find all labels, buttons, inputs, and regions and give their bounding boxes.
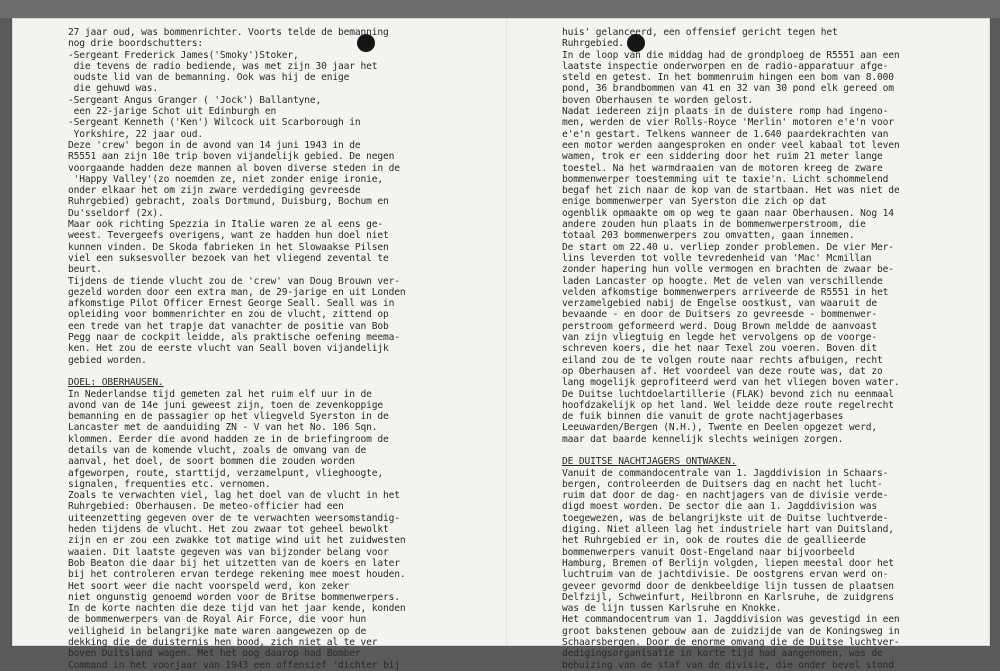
page-fold bbox=[506, 19, 508, 645]
document-page bbox=[12, 18, 990, 671]
text-line: Du'sseldorf (2x). bbox=[68, 207, 164, 219]
text-line: ruim dat door de dag- en nachtjagers van de divisie verde- bbox=[562, 490, 889, 502]
text-line: bommenwerper toestemming uit te taxie'n. Licht schommelend bbox=[562, 173, 889, 185]
text-line: Zoals te verwachten viel, lag het doel van de vlucht in het bbox=[68, 490, 400, 502]
text-line: e'e'n gestart. Telkens wanneer de 1.640 paardekrachten van bbox=[562, 128, 889, 140]
text-line: aanval, het doel, de soort bommen die zouden worden bbox=[68, 456, 355, 468]
text-line: was de lijn tussen Karlsruhe en Knokke. bbox=[562, 603, 782, 615]
text-line: zonder hapering hun volle vermogen en brachten de zwaar be- bbox=[562, 264, 894, 276]
text-line: Hamburg, Bremen of Berlijn volgden, liepen meestal door het bbox=[562, 557, 894, 569]
text-line: diging. Niet alleen lag het industriele hart van Duitsland, bbox=[562, 524, 894, 536]
text-line: bij het controleren ervan terdege rekening mee moest houden. bbox=[68, 569, 406, 581]
text-line: Lancaster met de aanduiding ZN - V van het No. 106 Sqn. bbox=[68, 422, 378, 434]
text-line: die tevens de radio bediende, was met zijn 30 jaar het bbox=[68, 60, 378, 72]
text-line: Bob Beaton die daar bij het uitzetten van de koers en later bbox=[68, 557, 400, 569]
text-line: luchtruim van de jachtdivisie. De oostgrens ervan werd on- bbox=[562, 569, 889, 581]
text-line: pond, 36 brandbommen van 41 en 32 van 30 pond elk gereed om bbox=[562, 83, 894, 95]
text-line: afkomstige Pilot Officer Ernest George Seall. Seall was in bbox=[68, 298, 395, 310]
text-line: heden tijdens de vlucht. Het zou zwaar tot geheel bewolkt bbox=[68, 524, 389, 536]
text-line: Het commandocentrum van 1. Jagddivision was gevestigd in een bbox=[562, 614, 900, 626]
text-line: eiland zou de te volgen route naar rechts afbuigen, recht bbox=[562, 354, 883, 366]
text-line: een motor werden aangesproken en onder veel kabaal tot leven bbox=[562, 139, 900, 151]
text-line: andere zouden hun plaats in de bommenwerperstroom, die bbox=[562, 219, 866, 231]
text-line: op Oberhausen af. Het voordeel van deze route was, dat zo bbox=[562, 365, 883, 377]
text-line: weest. Tevergeefs overigens, want ze hadden hun doel niet bbox=[68, 230, 389, 242]
text-line: enige bommenwerper van Syerston die zich op dat bbox=[562, 196, 827, 208]
text-line: men, werden de vier Rolls-Royce 'Merlin' motoren e'e'n voor bbox=[562, 117, 894, 129]
text-line: steld en getest. In het bommenruim hingen een bom van 8.000 bbox=[562, 72, 894, 84]
text-line: geveer gevormd door de denkbeeldige lijn tussen de plaatsen bbox=[562, 580, 894, 592]
text-line: dedigingsorganisatie in korte tijd had aangenomen, was de bbox=[562, 648, 883, 660]
text-line: veiligheid in belangrijke mate waren aangewezen op de bbox=[68, 625, 367, 637]
text-line: boven Duitsland wagen. Met het oog daarop had Bomber bbox=[68, 648, 361, 660]
text-line: -Sergeant Frederick James('Smoky')Stoker, bbox=[68, 49, 299, 61]
text-line: het Ruhrgebied er in, ook de routes die de geallieerde bbox=[562, 535, 866, 547]
text-line: maar dat baarde kennelijk slechts weinigen zorgen. bbox=[562, 433, 844, 445]
text-line: toestel. Na het warmdraaien van de motoren kreeg de zware bbox=[562, 162, 883, 174]
text-line: dekking die de duisternis hen bood, zich niet al te ver bbox=[68, 637, 378, 649]
text-line: schreven koers, die het naar Texel zou voeren. Boven dit bbox=[562, 343, 878, 355]
text-line: bergen, controleerden de Duitsers dag en nacht het lucht- bbox=[562, 478, 883, 490]
text-line: begaf het zich naar de kop van de startbaan. Het was niet de bbox=[562, 185, 900, 197]
text-line bbox=[68, 366, 488, 377]
text-line: uiteenzetting gegeven over de te verwachten weersomstandig- bbox=[68, 512, 400, 524]
text-line: die gehuwd was. bbox=[68, 83, 159, 95]
text-line: Nadat iedereen zijn plaats in de duistere romp had ingeno- bbox=[562, 106, 889, 118]
text-line: waaien. Dit laatste gegeven was van bijzonder belang voor bbox=[68, 546, 389, 558]
text-line: details van de komende vlucht, zoals de omvang van de bbox=[68, 444, 367, 456]
text-line: Het soort weer die nacht voorspeld werd, kon zeker bbox=[68, 580, 350, 592]
text-line: boven Oberhausen te worden gelost. bbox=[562, 94, 754, 106]
text-line: lins leverden tot volle tevredenheid van 'Mac' Mcmillan bbox=[562, 252, 872, 264]
text-line: In Nederlandse tijd gemeten zal het ruim elf uur in de bbox=[68, 388, 372, 400]
text-line: Vanuit de commandocentrale van 1. Jagddivision in Schaars- bbox=[562, 467, 889, 479]
text-line: een trede van het trapje dat vanachter de positie van Bob bbox=[68, 320, 389, 332]
text-line: De start om 22.40 u. verliep zonder problemen. De vier Mer- bbox=[562, 241, 894, 253]
text-line: een 22-jarige Schot uit Edinburgh en bbox=[68, 106, 277, 118]
text-line: onder elkaar het om zijn zware verdediging gevreesde bbox=[68, 185, 361, 197]
text-line: opleiding voor bommenrichter en zou de vlucht, zittend op bbox=[68, 309, 389, 321]
text-line: Maar ook richting Spezzia in Italie waren ze al eens ge- bbox=[68, 219, 384, 231]
text-line: kunnen vinden. De Skoda fabrieken in het Slowaakse Pilsen bbox=[68, 241, 389, 253]
text-line: perstroom geformeerd werd. Doug Brown meldde de aanvoast bbox=[562, 320, 878, 332]
text-line: Pegg naar de cockpit leidde, als praktische oefening meema- bbox=[68, 332, 400, 344]
text-line: gebied worden. bbox=[68, 354, 147, 366]
text-line: ogenblik opmaakte om op weg te gaan naar Oberhausen. Nog 14 bbox=[562, 207, 894, 219]
text-line: In de loop van die middag had de grondploeg de R5551 aan een bbox=[562, 49, 900, 61]
section-heading: DOEL: OBERHAUSEN. bbox=[68, 377, 164, 389]
text-line: De Duitse luchtdoelartillerie (FLAK) bevond zich nu eenmaal bbox=[562, 388, 894, 400]
text-line: Delfzijl, Schweinfurt, Heilbronn en Karlsruhe, de zuidgrens bbox=[562, 591, 894, 603]
section-heading: DE DUITSE NACHTJAGERS ONTWAKEN. bbox=[562, 456, 737, 468]
text-line: huis' gelanceerd, een offensief gericht tegen het bbox=[562, 27, 838, 38]
right-text-column bbox=[562, 27, 982, 671]
text-line: velden afkomstige bommenwerpers arriveerde de R5551 in het bbox=[562, 286, 889, 298]
text-line: afgeworpen, route, starttijd, verzamelpunt, vlieghoogte, bbox=[68, 467, 384, 479]
text-line: signalen, frequenties etc. vernomen. bbox=[68, 478, 271, 490]
text-line: hoofdzakelijk op het land. Wel leidde deze route regelrecht bbox=[562, 399, 894, 411]
text-line: toegewezen, was de belangrijkste uit de Duitse luchtverde- bbox=[562, 512, 889, 524]
text-line: beurt. bbox=[68, 264, 102, 276]
text-line: zijn en er zou een zwakke tot matige wind uit het zuidwesten bbox=[68, 535, 406, 547]
top-scan-strip bbox=[0, 0, 1000, 18]
text-line: de bommenwerpers van de Royal Air Force, die voor hun bbox=[68, 614, 367, 626]
text-line: Command in het voorjaar van 1943 een offensief 'dichter bij bbox=[68, 659, 400, 671]
text-line: bevaande - en door de Duitsers zo gevreesde - bommenwer- bbox=[562, 309, 878, 321]
text-line: totaal 203 bommenwerpers zou omvatten, gaan innemen. bbox=[562, 230, 855, 242]
text-line: Ruhrgebied: Oberhausen. De meteo-officier had een bbox=[68, 501, 344, 513]
text-line: Ruhrgebied) gebracht, zoals Dortmund, Duisburg, Bochum en bbox=[68, 196, 389, 208]
text-line: 27 jaar oud, was bommenrichter. Voorts telde de bemanning bbox=[68, 27, 389, 38]
text-line: verzamelgebied nabij de Engelse oostkust, van waaruit de bbox=[562, 298, 878, 310]
text-line: Yorkshire, 22 jaar oud. bbox=[68, 128, 204, 140]
text-line: avond van de 14e juni geweest zijn, toen de zevenkoppige bbox=[68, 399, 384, 411]
text-line: -Sergeant Angus Granger ( 'Jock') Ballantyne, bbox=[68, 94, 322, 106]
text-line: R5551 aan zijn 10e trip boven vijandelijk gebied. De negen bbox=[68, 151, 395, 163]
left-text-column bbox=[68, 27, 488, 671]
text-line: gezeld worden door een extra man, de 29-jarige en uit Londen bbox=[68, 286, 406, 298]
text-line: ken. Het zou de eerste vlucht van Seall boven vijandelijk bbox=[68, 343, 389, 355]
text-line: 'Happy Valley'(zo noemden ze, niet zonder enige ironie, bbox=[68, 173, 384, 185]
text-line: van zijn vliegtuig en legde het vervolgens op de voorge- bbox=[562, 332, 878, 344]
text-line: klommen. Eerder die avond hadden ze in de briefingroom de bbox=[68, 433, 389, 445]
text-line: de fuik binnen die vanuit de grote nachtjagerbases bbox=[562, 411, 844, 423]
text-line: Ruhrgebied. bbox=[562, 38, 624, 50]
text-line: voorgaande hadden deze mannen al boven diverse steden in de bbox=[68, 162, 400, 174]
text-line: bemanning en de passagier op het vliegveld Syerston in de bbox=[68, 411, 389, 423]
text-line: -Sergeant Kenneth ('Ken') Wilcock uit Scarborough in bbox=[68, 117, 361, 129]
text-line: lang mogelijk geprofiteerd werd van het vliegen boven water. bbox=[562, 377, 900, 389]
text-line: laden Lancaster op hoogte. Met de velen van verschillende bbox=[562, 275, 883, 287]
text-line: Tijdens de tiende vlucht zou de 'crew' van Doug Brouwn ver- bbox=[68, 275, 400, 287]
text-line: In de korte nachten die deze tijd van het jaar kende, konden bbox=[68, 603, 406, 615]
text-line: bommenwerpers vanuit Oost-Engeland naar bijvoorbeeld bbox=[562, 546, 855, 558]
text-line: digd moest worden. De sector die aan 1. Jagddivision was bbox=[562, 501, 878, 513]
text-line: wamen, trok er een siddering door het ruim 21 meter lange bbox=[562, 151, 883, 163]
text-line bbox=[562, 445, 982, 456]
text-line: niet ongunstig genoemd worden voor de Britse bommenwerpers. bbox=[68, 591, 400, 603]
text-line: laatste inspectie onderworpen en de radio-apparatuur afge- bbox=[562, 60, 889, 72]
text-line: behuizing van de staf van de divisie, die onder bevel stond bbox=[562, 659, 894, 671]
text-line: nog drie boordschutters: bbox=[68, 38, 204, 50]
text-line: Leeuwarden/Bergen (N.H.), Twente en Deelen opgezet werd, bbox=[562, 422, 878, 434]
text-line: Deze 'crew' begon in de avond van 14 juni 1943 in de bbox=[68, 139, 361, 151]
text-line: Schaarsbergen. Door de enorme omvang die de Duitse luchtver- bbox=[562, 637, 900, 649]
text-line: viel een suksesvoller bezoek van het vliegend zevental te bbox=[68, 252, 389, 264]
text-line: groot bakstenen gebouw aan de zuidzijde van de Koningsweg in bbox=[562, 625, 900, 637]
text-line: oudste lid van de bemanning. Ook was hij de enige bbox=[68, 72, 350, 84]
